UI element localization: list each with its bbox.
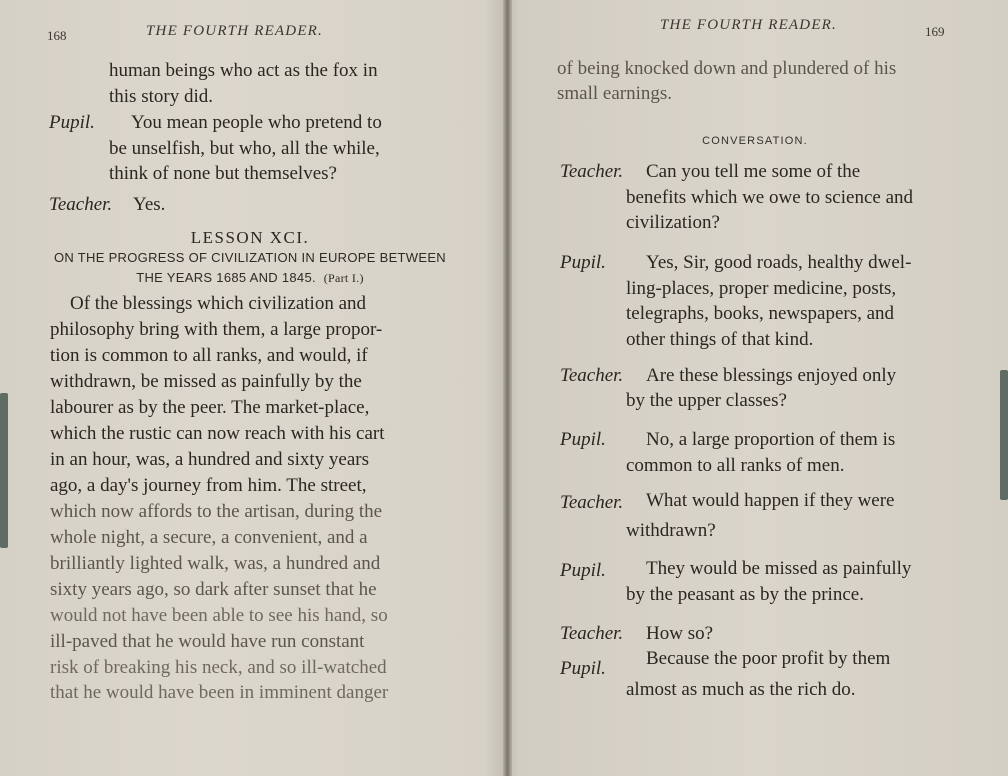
text-line: common to all ranks of men.: [626, 455, 845, 476]
text-line: in an hour, was, a hundred and sixty years: [50, 449, 369, 470]
text-line: human beings who act as the fox in: [109, 60, 378, 81]
speaker-label: Pupil.: [49, 112, 95, 133]
speaker-label: Pupil.: [560, 560, 606, 581]
lesson-subtitle-line: ON THE PROGRESS OF CIVILIZATION IN EUROPE BETWEEN: [54, 250, 446, 265]
text-line: tion is common to all ranks, and would, if: [50, 345, 368, 366]
right-page: [510, 0, 1008, 776]
text-line: which the rustic can now reach with his cart: [50, 423, 385, 444]
text-line: They would be missed as painfully: [646, 558, 912, 579]
text-line: No, a large proportion of them is: [646, 429, 896, 450]
text-line: of being knocked down and plundered of his: [557, 58, 897, 79]
text-line: labourer as by the peer. The market-place,: [50, 397, 370, 418]
text-line: this story did.: [109, 86, 213, 107]
text-line: think of none but themselves?: [109, 163, 337, 184]
speaker-label: Teacher.: [560, 161, 624, 182]
text-line: You mean people who pretend to: [131, 112, 382, 133]
speaker-label: Teacher.: [49, 194, 113, 215]
text-line: by the peasant as by the prince.: [626, 584, 864, 605]
lesson-subtitle-line: THE YEARS 1685 AND 1845. (Part I.): [136, 270, 364, 285]
running-head: THE FOURTH READER.: [146, 23, 323, 39]
section-heading: CONVERSATION.: [702, 135, 808, 147]
text-line: withdrawn, be missed as painfully by the: [50, 371, 362, 392]
speaker-label: Teacher.: [560, 365, 624, 386]
text-line: benefits which we owe to science and: [626, 187, 914, 208]
text-line: which now affords to the artisan, during the: [50, 501, 383, 522]
lesson-part: (Part I.): [323, 271, 364, 285]
text-line: philosophy bring with them, a large propor-: [50, 319, 383, 340]
running-head: THE FOURTH READER.: [660, 17, 837, 33]
text-line: by the upper classes?: [626, 390, 787, 411]
lesson-title: LESSON XCI.: [190, 228, 310, 247]
speaker-label: Pupil.: [560, 429, 606, 450]
text-line: almost as much as the rich do.: [626, 679, 856, 700]
text-line: What would happen if they were: [646, 490, 895, 511]
text-line: How so?: [646, 623, 714, 644]
text-line: civilization?: [626, 212, 720, 233]
speaker-label: Pupil.: [560, 252, 606, 273]
text-line: Yes.: [133, 194, 166, 215]
text-line: that he would have been in imminent danger: [50, 682, 389, 703]
text-line: ill-paved that he would have run constant: [50, 631, 365, 652]
text-line: Are these blessings enjoyed only: [646, 365, 897, 386]
text-line: withdrawn?: [626, 520, 716, 541]
text-line: be unselfish, but who, all the while,: [109, 138, 380, 159]
text-line: would not have been able to see his hand, so: [50, 605, 388, 626]
text-line: Of the blessings which civilization and: [70, 293, 367, 314]
text-line: small earnings.: [557, 83, 673, 104]
text-line: risk of breaking his neck, and so ill-watched: [50, 657, 387, 678]
speaker-label: Pupil.: [560, 658, 606, 679]
text-line: whole night, a secure, a convenient, and a: [50, 527, 368, 548]
text-line: brilliantly lighted walk, was, a hundred and: [50, 553, 381, 574]
page-number: 169: [925, 24, 945, 39]
text-line: sixty years ago, so dark after sunset that he: [50, 579, 377, 600]
text-line: Yes, Sir, good roads, healthy dwel-: [646, 252, 912, 273]
text-line: Because the poor profit by them: [646, 648, 891, 669]
text-line: other things of that kind.: [626, 329, 814, 350]
text-line: ling-places, proper medicine, posts,: [626, 278, 897, 299]
text-line: ago, a day's journey from him. The street,: [50, 475, 367, 496]
text-line: telegraphs, books, newspapers, and: [626, 303, 895, 324]
text-line: Can you tell me some of the: [646, 161, 861, 182]
speaker-label: Teacher.: [560, 492, 624, 513]
page-number: 168: [47, 28, 67, 43]
speaker-label: Teacher.: [560, 623, 624, 644]
